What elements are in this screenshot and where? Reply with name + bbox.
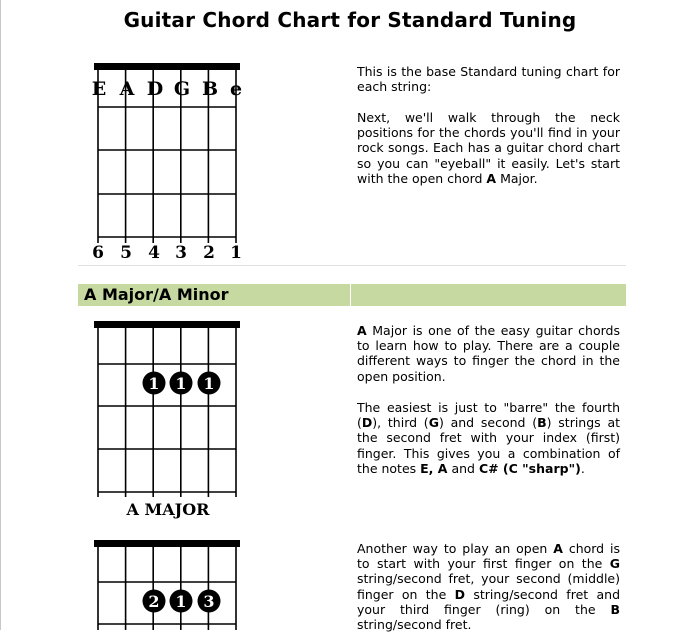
nut-bar: [94, 63, 240, 70]
page-title: Guitar Chord Chart for Standard Tuning: [123, 8, 577, 32]
string-name-2: B: [201, 78, 219, 100]
nut-bar: [94, 321, 240, 328]
intro-paragraph-1: This is the base Standard tuning chart for each string:: [357, 64, 620, 95]
section-title: A Major/A Minor: [84, 285, 229, 304]
section-top-rule: [78, 265, 626, 266]
a-major-chord-label: A MAJOR: [126, 500, 210, 519]
finger-number: 1: [203, 374, 215, 393]
string-number-1: 1: [230, 243, 242, 263]
a-major-fretboard-grid: [94, 321, 240, 497]
nut-bar: [94, 540, 240, 547]
intro-paragraph-2: Next, we'll walk through the neck positions for the chords you'll find in your rock songs. Each has a guitar chord chart so you can "eyeball" it easily. Let's start with the open chord A Major.: [357, 110, 620, 186]
finger-number: 1: [175, 592, 187, 611]
finger-number: 3: [203, 592, 215, 611]
string-name-1: e: [229, 78, 243, 100]
string-number-5: 5: [120, 243, 132, 263]
a-major-paragraph-1: A Major is one of the easy guitar chords to learn how to play. There are a couple different ways to finger the chord in the open position.: [357, 323, 620, 384]
string-number-6: 6: [92, 243, 104, 263]
string-numbers-row: [92, 243, 242, 263]
a-major-paragraph-2: The easiest is just to "barre" the fourth (D), third (G) and second (B) strings at the second fret with your index (first) finger. This gives you a combination of the notes E, A and C# (C "sharp").: [357, 400, 621, 476]
tuning-fretboard-grid: [91, 63, 243, 243]
finger-number: 2: [148, 592, 160, 611]
string-names-row: [92, 78, 242, 100]
string-number-3: 3: [175, 243, 187, 263]
string-name-3: G: [173, 78, 191, 100]
finger-number: 1: [148, 374, 160, 393]
string-name-4: D: [146, 78, 164, 100]
a-major-alt-finger-markers: [143, 590, 221, 613]
a-major-alt-fretboard-grid: [94, 540, 240, 630]
section-bar-divider: [350, 284, 351, 306]
section-header-bar: [78, 284, 626, 306]
string-number-4: 4: [148, 243, 160, 263]
string-name-6: E: [91, 78, 107, 100]
string-name-5: A: [119, 78, 135, 100]
a-major-finger-markers: [143, 372, 221, 395]
string-number-2: 2: [203, 243, 215, 263]
a-major-alt-paragraph: Another way to play an open A chord is to start with your first finger on the G string/second fret, your second (middle) finger on the D string/second fret and your third finger (ring) on the B string/second fret.: [357, 541, 620, 632]
finger-number: 1: [175, 374, 187, 393]
